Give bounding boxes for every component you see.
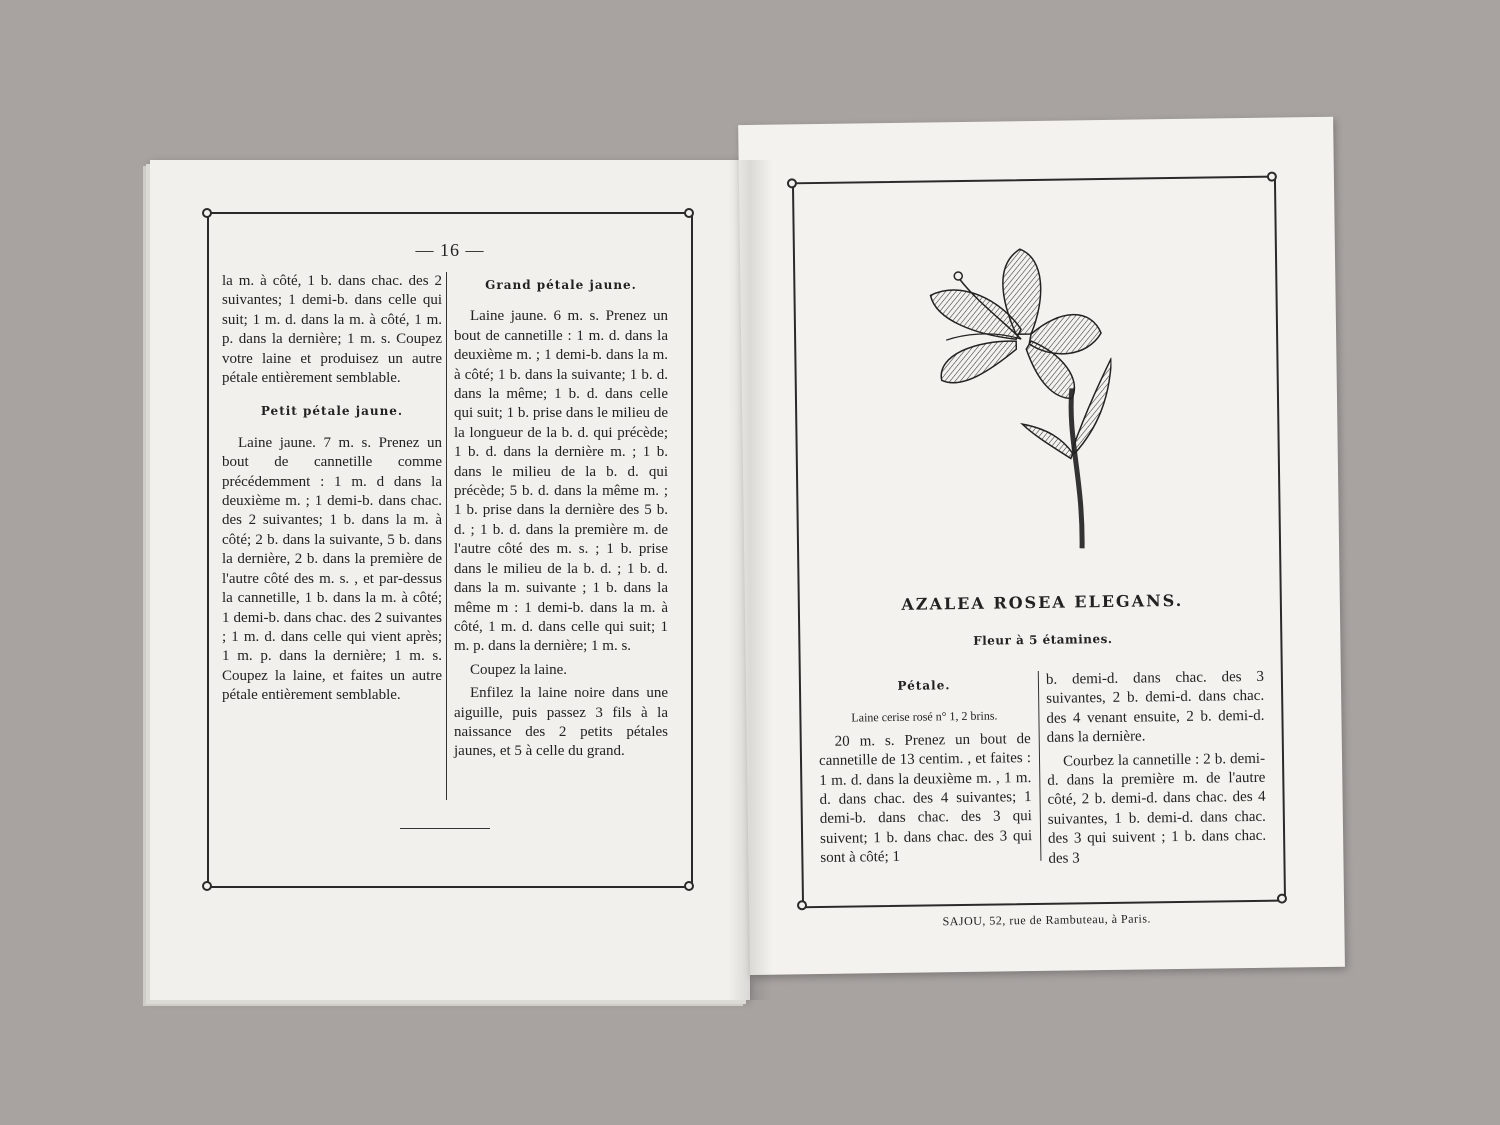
paragraph: la m. à côté, 1 b. dans chac. des 2 suivantes; 1 demi-b. dans celle qui suit; 1 m. d. dans la m. à côté, 1 m. p. dans la dernière; 1 m. s. Coupez votre laine et produisez un autre pétale entièrement semblable.: [222, 273, 442, 387]
page-number: — 16 —: [415, 240, 485, 260]
paragraph: Enfilez la laine noire dans une aiguille, puis passez 3 fils à la naissance des 2 petits pétales jaunes, et 5 à celle du grand.: [454, 685, 668, 760]
paragraph: Coupez la laine.: [470, 661, 568, 678]
plant-title: AZALEA ROSEA ELEGANS.: [901, 590, 1184, 614]
right-column-1: [818, 671, 1033, 873]
wool-note: Laine cerise rosé n° 1, 2 brins.: [851, 708, 998, 725]
section-heading: Grand pétale jaune.: [485, 278, 637, 292]
ornament-bottom-left: [797, 900, 807, 910]
column-divider: [446, 272, 447, 800]
left-column-1: [222, 272, 442, 710]
plant-subtitle: Fleur à 5 étamines.: [973, 631, 1113, 648]
ornament-bottom-right: [684, 881, 694, 891]
paragraph: b. demi-d. dans chac. des 3 suivantes, 2 b. demi-d. dans chac. des 4 venant ensuite, 2 b. demi-d. dans la dernière.: [1045, 668, 1265, 747]
right-column-2: [1046, 668, 1267, 873]
ornament-top-right: [1267, 172, 1277, 182]
publisher-footer: SAJOU, 52, rue de Rambuteau, à Paris.: [942, 911, 1152, 929]
paragraph: Laine jaune. 7 m. s. Prenez un bout de cannetille comme précédemment : 1 m. d dans la deuxième m. ; 1 demi-b. dans chac. des 2 suivantes; 1 b. dans la m. à côté; 2 b. dans la suivante, 5 b. dans la dernière, 2 b. dans la première de l'autre côté des m. s. , et par-dessus la cannetille, 1 b. dans la m. à côté; 1 demi-b. dans chac. des 2 suivantes ; 1 m. d. dans celle qui vient après; 1 m. p. dans la dernière; 1 m. s. Coupez la laine, et faites un autre pétale entièrement semblable.: [222, 434, 442, 704]
ornament-bottom-right: [1277, 893, 1287, 903]
section-heading: Petit pétale jaune.: [260, 404, 404, 419]
azalea-illustration: [920, 238, 1115, 571]
right-page: [738, 117, 1345, 975]
ornament-bottom-left: [202, 881, 212, 891]
paragraph: Laine jaune. 6 m. s. Prenez un bout de cannetille : 1 m. d. dans la deuxième m. ; 1 demi-b. dans la m. à côté; 1 b. dans la suivante; 1 b. d. dans la même; 1 b. d. dans celle qui suit; 1 b. prise dans le milieu de la longueur de la b. d. qui précède; 1 b. d. dans la dernière m. ; 1 b. dans le milieu de la b. d. qui précède; 5 b. d. dans la même m. ; 1 b. prise dans la dernière des 5 b. d. ; 1 b. d. dans la première m. de l'autre côté des m. s. ; 1 b. prise dans le milieu de la b. d. ; 1 b. d. dans la m. suivante ; 1 b. dans la même m : 1 demi-b. dans la m. à côté, 1 m. d. dans celle qui suit; 1 m. p. dans la dernière; 1 m. s.: [454, 308, 668, 655]
section-heading: Pétale.: [897, 678, 951, 693]
paragraph: 20 m. s. Prenez un bout de cannetille de 13 centim. , et faites : 1 m. d. dans la deuxième m. , 1 m. d. dans chac. des 4 suivantes; 1 demi-b. dans chac. des 3 qui suivent; 1 b. dans chac. des 3 qui sont à côté; 1: [818, 730, 1033, 867]
ornament-top-left: [787, 178, 797, 188]
paragraph: Courbez la cannetille : 2 b. demi-d. dans la première m. de l'autre côté, 2 b. demi-d. dans chac. des 4 suivantes, 1 b. demi-d. dans chac. des 3 qui suivent ; 1 b. dans chac. des 3: [1047, 750, 1267, 867]
ornament-top-right: [684, 208, 694, 218]
left-column-2: [454, 272, 668, 766]
end-rule: [400, 828, 490, 829]
ornament-top-left: [202, 208, 212, 218]
left-page: [150, 160, 750, 1000]
